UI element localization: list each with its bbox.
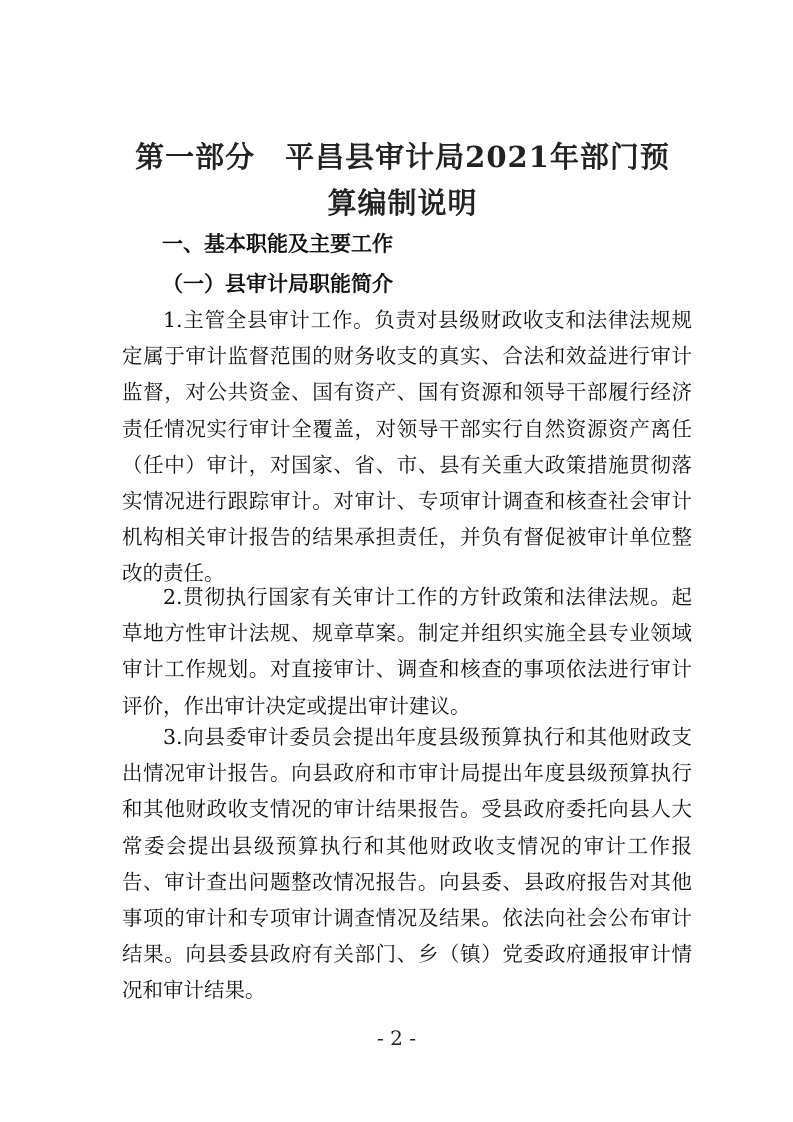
paragraph-3: 3.向县委审计委员会提出年度县级预算执行和其他财政支出情况审计报告。向县政府和市审计局提出年度县级预算执行和其他财政收支情况的审计结果报告。受县政府委托向县人大常委会提出县级预算执行和其他财政收支情况的审计工作报告、审计查出问题整改情况报告。向县委、县政府报告对其他事项的审计和专项审计调查情况及结果。依法向社会公布审计结果。向县委县政府有关部门、乡（镇）党委政府通报审计情况和审计结果。	[122, 725, 692, 1003]
document-title-line-1: 第一部分 平昌县审计局2021年部门预	[135, 140, 670, 174]
paragraph-1: 1.主管全县审计工作。负责对县级财政收支和法律法规规定属于审计监督范围的财务收支的真实、合法和效益进行审计监督，对公共资金、国有资产、国有资源和领导干部履行经济责任情况实行审计全覆盖，对领导干部实行自然资源资产离任（任中）审计，对国家、省、市、县有关重大政策措施贯彻落实情况进行跟踪审计。对审计、专项审计调查和核查社会审计机构相关审计报告的结果承担责任，并负有督促被审计单位整改的责任。	[122, 308, 692, 586]
paragraph-2: 2.贯彻执行国家有关审计工作的方针政策和法律法规。起草地方性审计法规、规章草案。制定并组织实施全县专业领域审计工作规划。对直接审计、调查和核查的事项依法进行审计评价，作出审计决定或提出审计建议。	[122, 585, 692, 718]
section-heading: 一、基本职能及主要工作	[162, 232, 393, 256]
subsection-heading: （一）县审计局职能简介	[162, 272, 393, 296]
page-number: - 2 -	[377, 1026, 416, 1050]
document-title-line-2: 算编制说明	[327, 186, 478, 220]
